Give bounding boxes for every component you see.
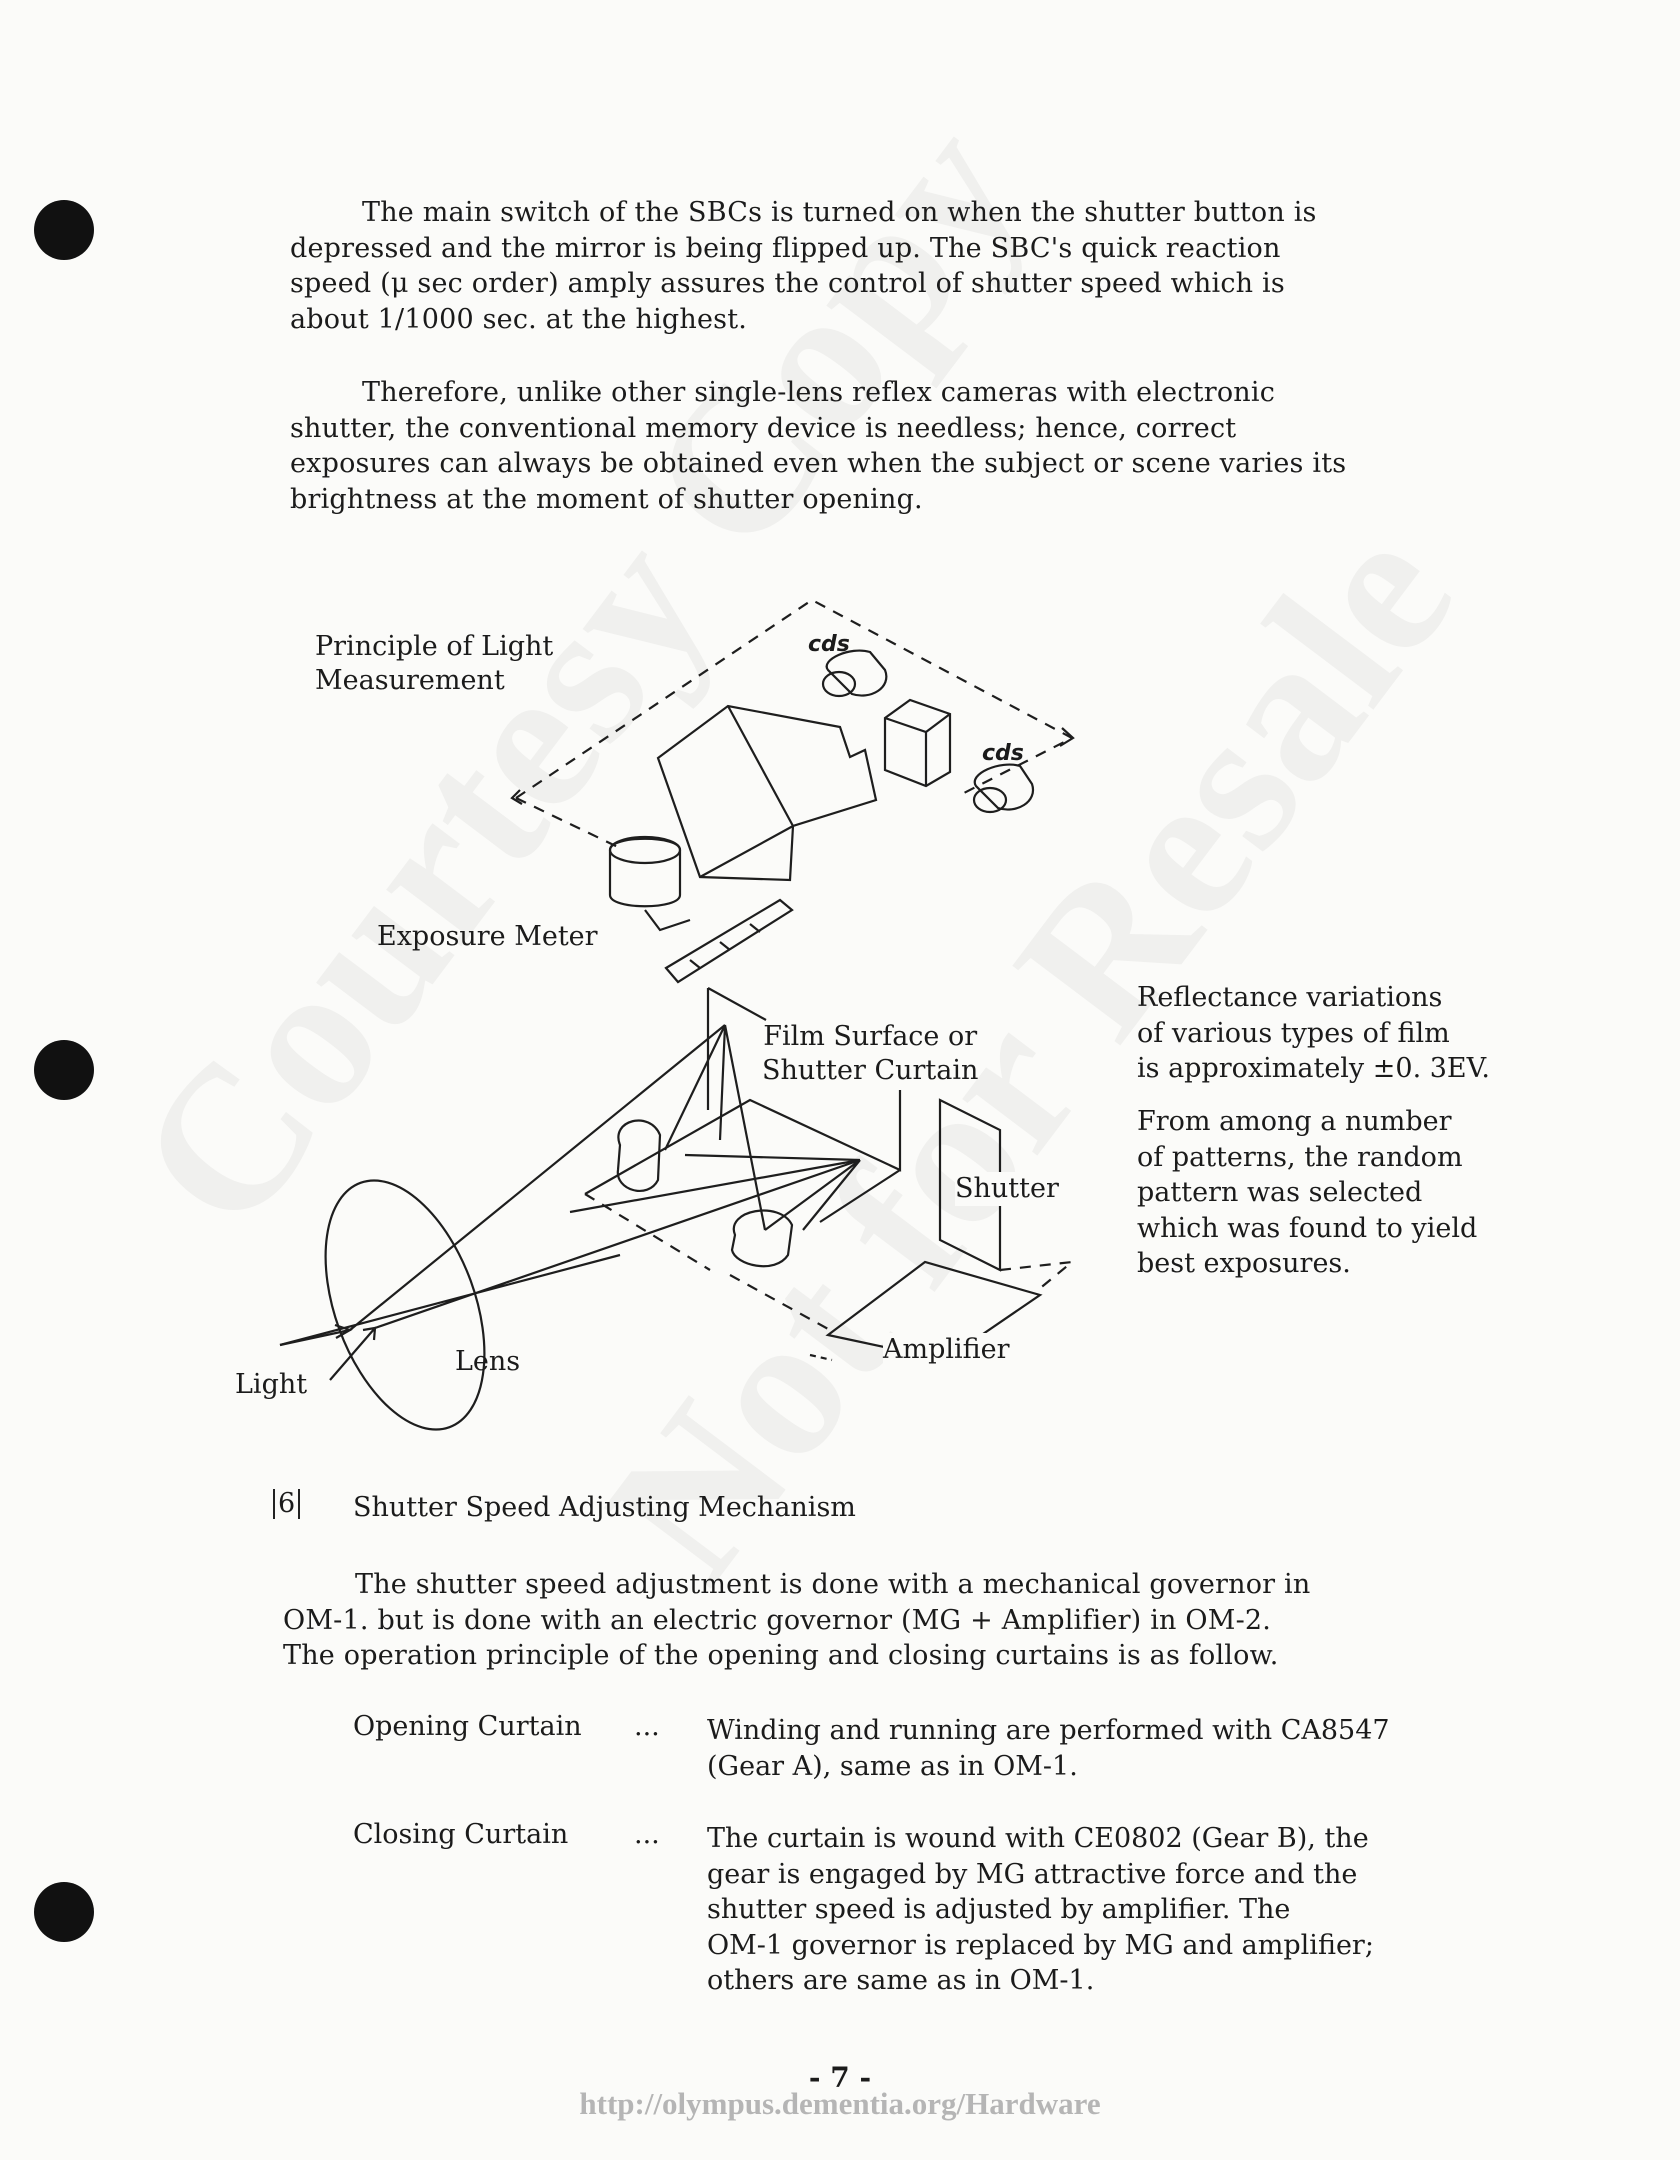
binder-hole-top	[34, 200, 94, 260]
cds-cell-right	[975, 765, 1033, 810]
label-exposure-meter: Exposure Meter	[377, 921, 598, 952]
cds-cell-top-face	[823, 672, 855, 696]
note-line: Reflectance variations	[1137, 982, 1443, 1013]
text-line: Therefore, unlike other single-lens reflex cameras with electronic	[362, 377, 1276, 408]
note-line: pattern was selected	[1137, 1177, 1423, 1208]
section-title: Shutter Speed Adjusting Mechanism	[353, 1492, 856, 1523]
source-url: http://olympus.dementia.org/Hardware	[579, 2086, 1101, 2121]
label-film-line: Film Surface or	[763, 1021, 978, 1052]
condenser-block	[885, 700, 950, 786]
lens-ellipse	[295, 1159, 515, 1450]
definition-line: shutter speed is adjusted by amplifier. The	[707, 1894, 1291, 1925]
definition-dots: ...	[634, 1711, 660, 1742]
paragraph-memory-device	[290, 375, 1346, 517]
light-measurement-diagram	[220, 590, 1120, 1450]
diagram-drawing	[220, 590, 1120, 1450]
definition-dots: ...	[634, 1819, 660, 1850]
text-line: The main switch of the SBCs is turned on when the shutter button is	[362, 197, 1317, 228]
note-line: of various types of film	[1137, 1017, 1450, 1049]
text-line: about 1/1000 sec. at the highest.	[290, 303, 748, 335]
text-line: shutter, the conventional memory device is needless; hence, correct	[290, 412, 1237, 444]
dashed-outline-left	[516, 798, 620, 848]
definition-line: (Gear A), same as in OM-1.	[707, 1750, 1078, 1782]
pentaprism-edges	[700, 706, 793, 877]
label-film-surface	[762, 1020, 978, 1088]
definition-body-closing	[707, 1821, 1374, 1999]
note-reflectance	[1137, 980, 1490, 1087]
amplifier-input	[810, 1355, 832, 1360]
definition-body-opening	[707, 1713, 1390, 1784]
definition-line: The curtain is wound with CE0802 (Gear B), the	[707, 1823, 1369, 1854]
definition-line: Winding and running are performed with CA8547	[707, 1715, 1390, 1746]
diagram-title-line: Principle of Light	[315, 631, 554, 662]
label-shutter: Shutter	[955, 1173, 1059, 1204]
note-line: is approximately ±0. 3EV.	[1137, 1053, 1490, 1084]
label-lens: Lens	[455, 1346, 521, 1377]
label-light: Light	[235, 1369, 308, 1400]
page-number: - 7 -	[808, 2061, 872, 2094]
note-line: of patterns, the random	[1137, 1141, 1463, 1173]
text-line: brightness at the moment of shutter opening.	[290, 483, 923, 515]
note-line: From among a number	[1137, 1106, 1452, 1137]
definition-term-opening: Opening Curtain	[353, 1711, 582, 1742]
diagram-title-line: Measurement	[315, 665, 505, 696]
meter-link	[645, 910, 690, 930]
light-ray-arrow-2	[330, 1328, 375, 1380]
label-film-line: Shutter Curtain	[762, 1055, 979, 1086]
sensor-chip	[666, 900, 792, 982]
film-rays	[570, 1155, 860, 1230]
section-number: 6	[273, 1489, 300, 1519]
exposure-meter-drum	[610, 839, 680, 907]
dashed-signal-line	[585, 1194, 830, 1330]
text-line: exposures can always be obtained even when the subject or scene varies its	[290, 448, 1347, 479]
note-line: which was found to yield	[1137, 1212, 1478, 1244]
definition-line: OM-1 governor is replaced by MG and amplifier;	[707, 1929, 1374, 1961]
pentaprism-shape	[658, 706, 876, 880]
text-line: OM-1. but is done with an electric governor (MG + Amplifier) in OM-2.	[283, 1604, 1272, 1636]
paragraph-shutter-adjustment	[283, 1567, 1310, 1674]
text-line: The operation principle of the opening and closing curtains is as follow.	[283, 1640, 1279, 1671]
label-amplifier: Amplifier	[883, 1334, 1010, 1365]
text-line: speed (μ sec order) amply assures the control of shutter speed which is	[290, 268, 1285, 299]
binder-hole-middle	[34, 1040, 94, 1100]
note-patterns	[1137, 1104, 1477, 1282]
definition-line: others are same as in OM-1.	[707, 1965, 1095, 1996]
label-cds-top: cds	[808, 632, 850, 657]
diagram-title	[315, 630, 553, 698]
label-cds-right: cds	[982, 741, 1024, 766]
definition-term-closing: Closing Curtain	[353, 1819, 569, 1850]
binder-hole-bottom	[34, 1882, 94, 1942]
definition-line: gear is engaged by MG attractive force and the	[707, 1858, 1358, 1890]
text-line: The shutter speed adjustment is done with a mechanical governor in	[355, 1569, 1311, 1600]
paragraph-sbc-switch	[290, 195, 1317, 337]
text-line: depressed and the mirror is being flipped up. The SBC's quick reaction	[290, 232, 1281, 264]
note-line: best exposures.	[1137, 1248, 1351, 1279]
exposure-meter-top	[610, 837, 680, 863]
